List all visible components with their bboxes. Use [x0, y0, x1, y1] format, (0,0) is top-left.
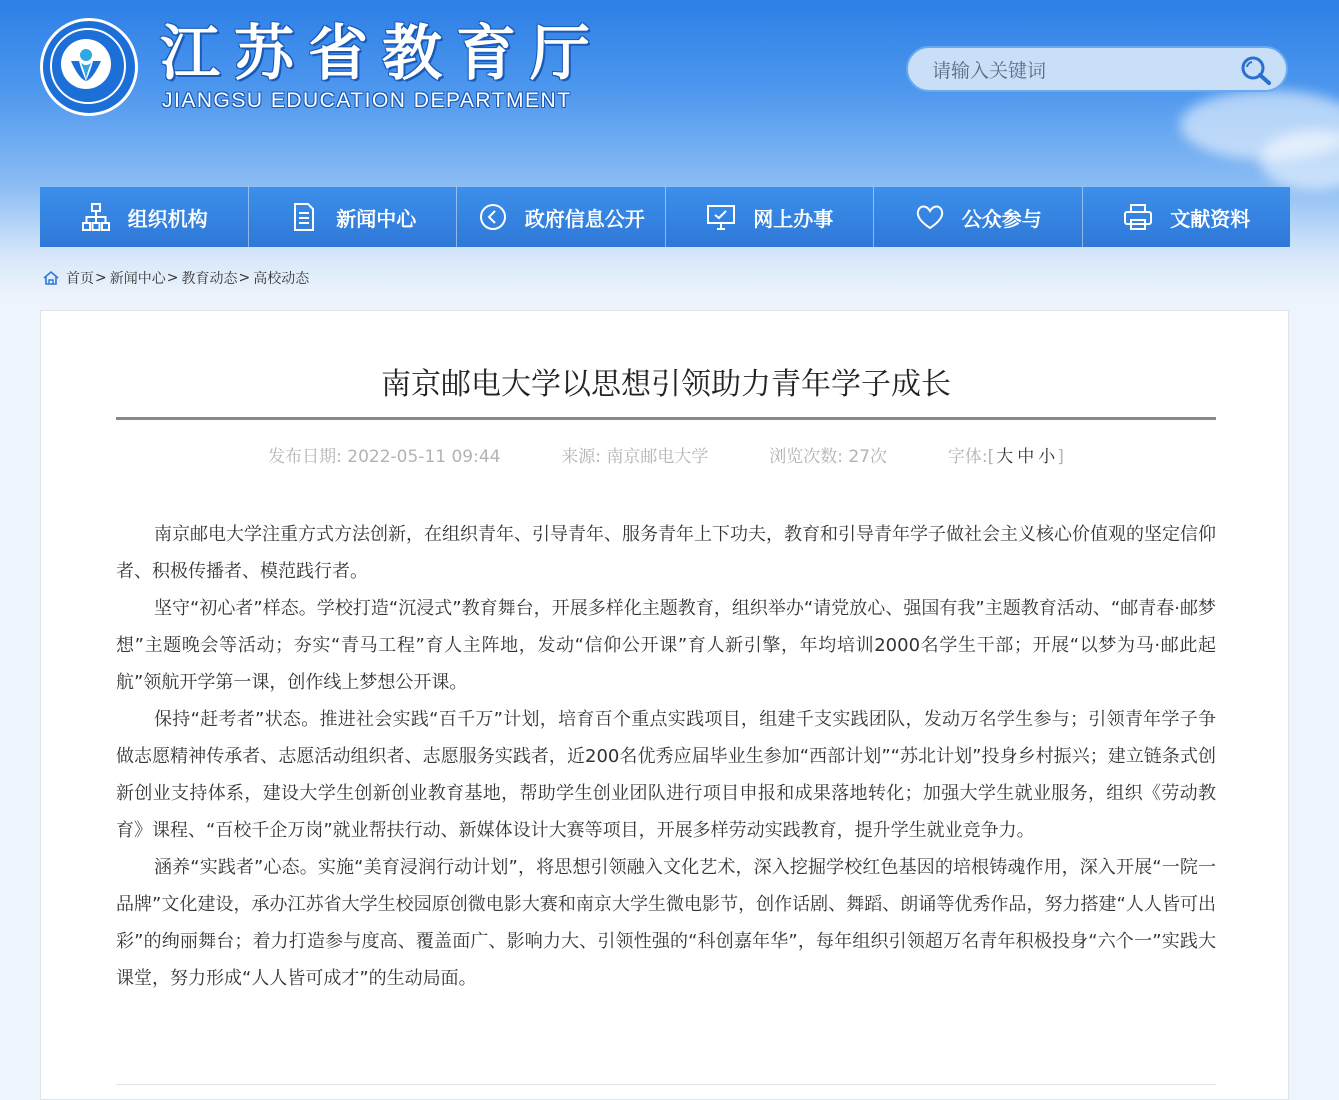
site-title[interactable]: 江苏省教育厅	[160, 19, 604, 89]
main-nav	[40, 187, 1290, 247]
department-emblem-icon[interactable]	[40, 18, 138, 116]
nav-item-label: 文献资料	[1170, 206, 1251, 231]
nav-item-label: 新闻中心	[336, 206, 417, 231]
search-icon	[1238, 53, 1274, 87]
article-meta	[116, 442, 1216, 467]
nav-item-gov-info[interactable]	[457, 187, 666, 247]
font-size-small-button[interactable]: 小	[1038, 447, 1056, 467]
font-size-large-button[interactable]: 大	[996, 447, 1014, 467]
breadcrumb	[42, 268, 309, 288]
breadcrumb-home[interactable]: 首页	[66, 271, 94, 287]
font-size-medium-button[interactable]: 中	[1017, 447, 1035, 467]
nav-item-news[interactable]	[249, 187, 458, 247]
breadcrumb-separator: >	[95, 270, 107, 286]
font-size-bracket-close: ]	[1057, 447, 1064, 467]
publish-date-label: 发布日期:	[268, 447, 342, 467]
search-input[interactable]	[930, 57, 1224, 85]
site-subtitle: JIANGSU EDUCATION DEPARTMENT	[162, 89, 572, 112]
source-value: 南京邮电大学	[606, 447, 709, 467]
article-body	[116, 516, 1216, 997]
view-count-label: 浏览次数:	[769, 447, 843, 467]
org-chart-icon	[80, 201, 112, 233]
article-paragraph: 坚守“初心者”样态。学校打造“沉浸式”教育舞台，开展多样化主题教育，组织举办“请党放心、强国有我”主题教育活动、“邮青春·邮梦想”主题晚会等活动；夯实“青马工程”育人主阵地，发动“信仰公开课”育人新引擎，年均培训2000名学生干部；开展“以梦为马·邮此起航”领航开学第一课，创作线上梦想公开课。	[116, 598, 1216, 693]
nav-item-organization[interactable]	[40, 187, 249, 247]
nav-item-online-service[interactable]	[666, 187, 875, 247]
publish-date: 2022-05-11 09:44	[347, 447, 501, 467]
breadcrumb-university-news[interactable]: 高校动态	[253, 271, 310, 287]
circle-arrow-icon	[477, 201, 509, 233]
breadcrumb-education-news[interactable]: 教育动态	[181, 271, 238, 287]
document-icon	[288, 201, 320, 233]
nav-item-label: 政府信息公开	[524, 206, 645, 231]
title-divider	[116, 417, 1216, 420]
nav-item-label: 公众参与	[961, 206, 1042, 231]
source-label: 来源:	[561, 447, 602, 467]
home-icon	[42, 270, 60, 286]
search-box	[906, 46, 1288, 92]
search-button[interactable]	[1238, 53, 1274, 87]
view-count: 27次	[848, 447, 888, 467]
font-size-bracket-open: [	[987, 447, 995, 467]
nav-item-label: 网上办事	[753, 206, 834, 231]
printer-icon	[1122, 201, 1154, 233]
breadcrumb-separator: >	[166, 270, 179, 286]
nav-item-public-participation[interactable]	[874, 187, 1083, 247]
nav-item-label: 组织机构	[127, 206, 208, 231]
article-title: 南京邮电大学以思想引领助力青年学子成长	[381, 367, 951, 402]
article-paragraph: 涵养“实践者”心态。实施“美育浸润行动计划”，将思想引领融入文化艺术，深入挖掘学校红色基因的培根铸魂作用，深入开展“一院一品牌”文化建设，承办江苏省大学生校园原创微电影大赛和南京大学生微电影节，创作话剧、舞蹈、朗诵等优秀作品，努力搭建“人人皆可出彩”的绚丽舞台；着力打造参与度高、覆盖面广、影响力大、引领性强的“科创嘉年华”，每年组织引领超万名青年积极投身“六个一”实践大课堂，努力形成“人人皆可成才”的生动局面。	[116, 857, 1216, 989]
breadcrumb-news-center[interactable]: 新闻中心	[109, 271, 166, 287]
nav-item-documents[interactable]	[1083, 187, 1291, 247]
font-size-label: 字体:	[947, 447, 988, 467]
breadcrumb-separator: >	[238, 270, 251, 286]
heart-icon	[914, 201, 946, 233]
site-header	[0, 0, 1339, 300]
article-card	[40, 310, 1289, 1100]
monitor-icon	[705, 201, 737, 233]
article-paragraph: 南京邮电大学注重方式方法创新，在组织青年、引导青年、服务青年上下功夫，教育和引导青年学子做社会主义核心价值观的坚定信仰者、积极传播者、模范践行者。	[116, 524, 1216, 582]
article-paragraph: 保持“赶考者”状态。推进社会实践“百千万”计划，培育百个重点实践项目，组建千支实践团队，发动万名学生参与；引领青年学子争做志愿精神传承者、志愿活动组织者、志愿服务实践者，近200名优秀应届毕业生参加“西部计划”“苏北计划”投身乡村振兴；建立链条式创新创业支持体系，建设大学生创新创业教育基地，帮助学生创业团队进行项目申报和成果落地转化；加强大学生就业服务，组织《劳动教育》课程、“百校千企万岗”就业帮扶行动、新媒体设计大赛等项目，开展多样劳动实践教育，提升学生就业竞争力。	[116, 709, 1216, 841]
